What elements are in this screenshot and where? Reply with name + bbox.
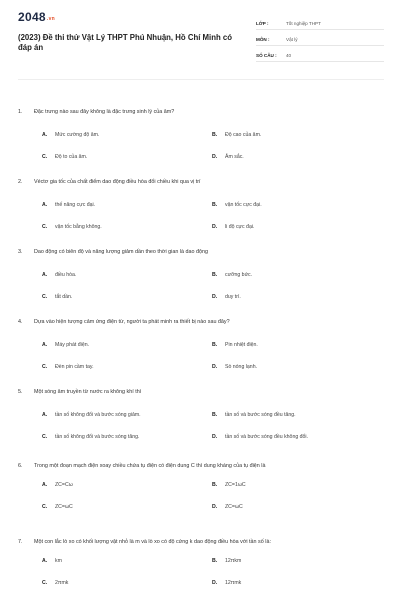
option-text: duy trì.	[225, 294, 241, 300]
option-text: 12πkm	[225, 558, 242, 564]
question-2	[18, 178, 384, 238]
question-stem	[18, 178, 384, 186]
option-letter: B.	[212, 272, 218, 278]
meta-label: SỐ CÂU :	[256, 52, 277, 58]
option-d[interactable]	[212, 496, 382, 518]
option-text: Pin nhiệt điện.	[225, 342, 258, 348]
question-stem	[18, 462, 384, 470]
options	[42, 404, 384, 448]
option-text: Độ cao của âm.	[225, 132, 262, 138]
meta-row-count	[256, 49, 384, 62]
question-stem	[18, 388, 384, 396]
options	[42, 264, 384, 308]
option-c[interactable]	[42, 216, 212, 238]
option-a[interactable]	[42, 124, 212, 146]
option-text: ZC=ωC	[55, 504, 73, 510]
options	[42, 124, 384, 168]
question-number: 5.	[18, 389, 23, 395]
option-c[interactable]	[42, 496, 212, 518]
option-text: vận tốc cực đại.	[225, 202, 262, 208]
question-stem	[18, 538, 384, 546]
logo-suffix: .vn	[46, 16, 56, 22]
meta-value: Tốt nghiệp THPT	[286, 20, 321, 26]
option-b[interactable]	[212, 264, 382, 286]
option-letter: D.	[212, 364, 218, 370]
option-b[interactable]	[212, 474, 382, 496]
option-letter: B.	[212, 412, 218, 418]
option-letter: C.	[42, 224, 48, 230]
question-text: Dao động có biên độ và năng lượng giảm dần theo thời gian là dao động	[34, 249, 209, 255]
meta-row-subject	[256, 33, 384, 46]
question-1	[18, 108, 384, 168]
option-text: Máy phát điện.	[55, 342, 90, 348]
option-text: điều hòa.	[55, 272, 77, 278]
question-number: 1.	[18, 109, 23, 115]
option-a[interactable]	[42, 550, 212, 572]
site-logo[interactable]	[18, 10, 248, 24]
option-b[interactable]	[212, 404, 382, 426]
options	[42, 194, 384, 238]
option-letter: C.	[42, 154, 48, 160]
option-b[interactable]	[212, 334, 382, 356]
option-letter: D.	[212, 504, 218, 510]
option-text: km	[55, 558, 62, 564]
option-letter: B.	[212, 342, 218, 348]
logo-text: 2048	[18, 10, 46, 24]
option-c[interactable]	[42, 572, 212, 594]
options	[42, 474, 384, 518]
header	[18, 10, 384, 66]
question-3	[18, 248, 384, 308]
option-text: ZC=Cω	[55, 482, 73, 488]
option-letter: A.	[42, 342, 48, 348]
option-letter: A.	[42, 202, 48, 208]
option-letter: D.	[212, 294, 218, 300]
option-text: Sò nóng lạnh.	[225, 364, 258, 370]
option-letter: B.	[212, 132, 218, 138]
question-text: Dựa vào hiện tượng cảm ứng điện từ, người ta phát minh ra thiết bị nào sau đây?	[34, 319, 230, 325]
option-text: tắt dần.	[55, 294, 73, 300]
option-d[interactable]	[212, 286, 382, 308]
option-a[interactable]	[42, 264, 212, 286]
option-a[interactable]	[42, 334, 212, 356]
option-b[interactable]	[212, 124, 382, 146]
option-letter: A.	[42, 412, 48, 418]
option-c[interactable]	[42, 286, 212, 308]
options	[42, 550, 384, 594]
question-text: Đặc trưng nào sau đây không là đặc trưng sinh lý của âm?	[34, 109, 175, 115]
option-letter: B.	[212, 558, 218, 564]
option-letter: B.	[212, 202, 218, 208]
header-left	[18, 10, 248, 66]
option-text: Đèn pin cầm tay.	[55, 364, 94, 370]
option-d[interactable]	[212, 426, 382, 448]
option-c[interactable]	[42, 146, 212, 168]
exam-title: (2023) Đề thi thử Vật Lý THPT Phú Nhuận, Hồ Chí Minh có đáp án	[18, 33, 233, 52]
exam-meta	[256, 10, 384, 66]
question-7	[18, 538, 384, 594]
meta-value: 40	[286, 52, 292, 58]
option-b[interactable]	[212, 194, 382, 216]
option-letter: D.	[212, 224, 218, 230]
option-text: vận tốc bằng không.	[55, 224, 102, 230]
option-d[interactable]	[212, 356, 382, 378]
question-number: 2.	[18, 179, 23, 185]
option-letter: C.	[42, 504, 48, 510]
header-divider	[18, 79, 384, 80]
option-letter: D.	[212, 434, 218, 440]
option-letter: A.	[42, 132, 48, 138]
option-b[interactable]	[212, 550, 382, 572]
option-letter: A.	[42, 482, 48, 488]
question-number: 4.	[18, 319, 23, 325]
option-letter: D.	[212, 580, 218, 586]
question-number: 3.	[18, 249, 23, 255]
option-a[interactable]	[42, 194, 212, 216]
option-d[interactable]	[212, 572, 382, 594]
option-text: tần số không đổi và bước sóng giảm.	[55, 412, 141, 418]
option-letter: A.	[42, 558, 48, 564]
option-text: tần số và bước sóng đều không đổi.	[225, 434, 309, 440]
option-letter: A.	[42, 272, 48, 278]
question-4	[18, 318, 384, 378]
question-stem	[18, 318, 384, 326]
option-d[interactable]	[212, 216, 382, 238]
option-text: ZC=1ωC	[225, 482, 246, 488]
question-text: Một con lắc lò xo có khối lượng vật nhỏ là m và lò xo có độ cứng k dao động điều hòa với tần số là:	[34, 539, 271, 545]
option-text: cưỡng bức.	[225, 272, 253, 278]
option-text: Độ to của âm.	[55, 154, 88, 160]
option-letter: C.	[42, 434, 48, 440]
option-text: 12πmk	[225, 580, 242, 586]
option-letter: D.	[212, 154, 218, 160]
option-text: tần số không đổi và bước sóng tăng.	[55, 434, 140, 440]
question-text: Trong một đoạn mạch điện xoay chiều chứa tụ điện có điện dung C thì dung kháng của tụ điện là	[34, 463, 266, 469]
question-stem	[18, 108, 384, 116]
question-number: 6.	[18, 463, 23, 469]
option-text: thế năng cực đại.	[55, 202, 96, 208]
meta-row-class	[256, 17, 384, 30]
question-stem	[18, 248, 384, 256]
option-text: Âm sắc.	[225, 154, 244, 160]
option-letter: B.	[212, 482, 218, 488]
options	[42, 334, 384, 378]
meta-value: Vật lý	[286, 36, 298, 42]
question-text: Véctơ gia tốc của chất điểm dao động điều hòa đổi chiều khi qua vị trí	[34, 179, 201, 185]
option-a[interactable]	[42, 404, 212, 426]
option-text: Mức cường độ âm.	[55, 132, 100, 138]
option-a[interactable]	[42, 474, 212, 496]
option-c[interactable]	[42, 356, 212, 378]
option-text: tần số và bước sóng đều tăng.	[225, 412, 296, 418]
meta-label: LỚP :	[256, 20, 269, 26]
question-text: Một sóng âm truyền từ nước ra không khí thì	[34, 389, 142, 395]
option-text: ZC=ωC	[225, 504, 243, 510]
question-5	[18, 388, 384, 448]
question-6	[18, 462, 384, 518]
option-c[interactable]	[42, 426, 212, 448]
option-letter: C.	[42, 364, 48, 370]
option-text: 2πmk	[55, 580, 69, 586]
option-text: li độ cực đại.	[225, 224, 255, 230]
meta-label: MÔN :	[256, 36, 270, 42]
option-letter: C.	[42, 294, 48, 300]
option-d[interactable]	[212, 146, 382, 168]
question-number: 7.	[18, 539, 23, 545]
option-letter: C.	[42, 580, 48, 586]
